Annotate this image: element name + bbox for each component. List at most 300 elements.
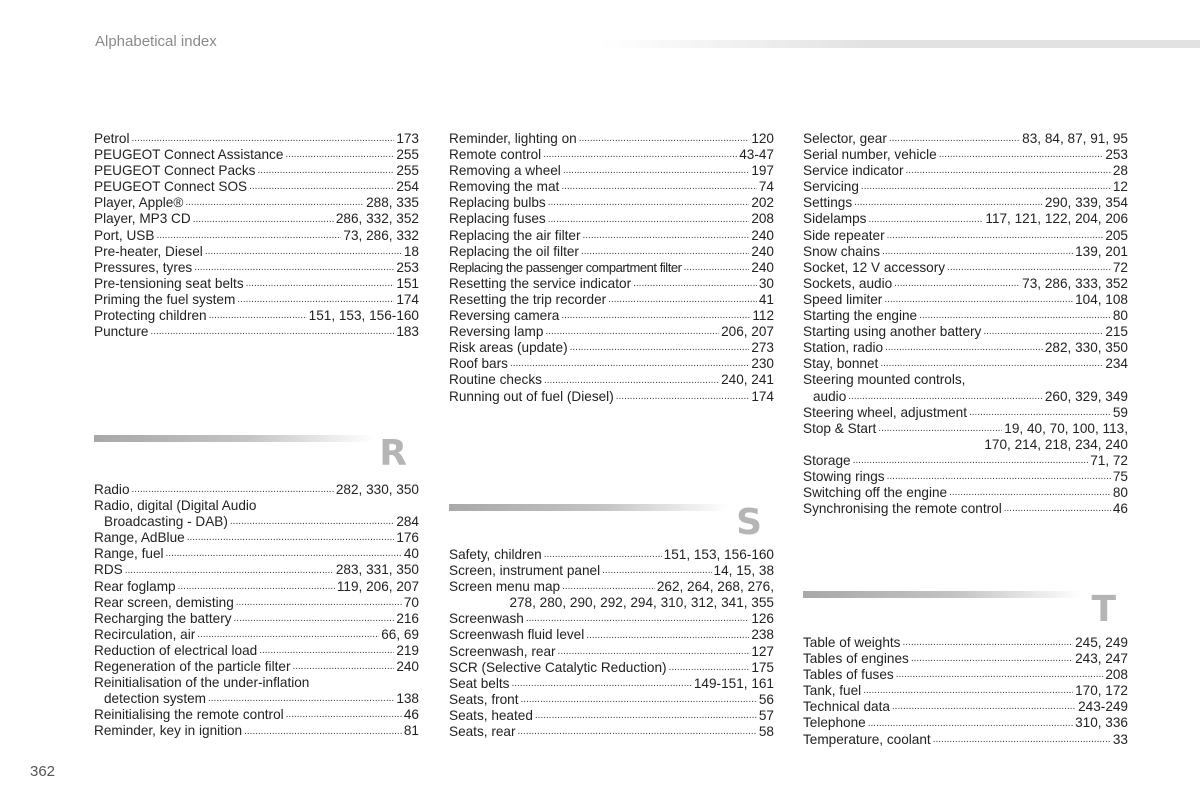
index-entry-pages: 46 <box>403 707 419 723</box>
index-entry <box>803 715 1128 731</box>
dot-leader <box>510 359 749 372</box>
index-entry-term: Removing a wheel <box>449 163 561 179</box>
dot-leader <box>906 166 1111 179</box>
index-entry-pages: 240 <box>396 659 419 675</box>
index-entry <box>94 675 419 691</box>
index-entry-term: Range, AdBlue <box>94 530 185 546</box>
index-entry-term: Seats, front <box>449 691 519 707</box>
index-entry <box>94 498 419 514</box>
index-group-r <box>94 482 419 740</box>
index-entry-term: Station, radio <box>803 340 884 356</box>
index-entry-pages: 290, 339, 354 <box>1044 195 1128 211</box>
index-entry-term: RDS <box>94 562 123 578</box>
dot-leader <box>166 549 402 562</box>
index-entry-pages: 33 <box>1112 731 1128 747</box>
index-entry-term: Reminder, lighting on <box>449 131 577 146</box>
index-entry <box>94 562 419 578</box>
index-entry <box>94 707 419 723</box>
index-entry-term: Reversing lamp <box>449 324 544 340</box>
index-entry <box>94 643 419 659</box>
index-entry-term: Resetting the trip recorder <box>449 291 607 307</box>
index-entry-term: Reinitialising the remote control <box>94 707 284 723</box>
index-entry-term: Temperature, coolant <box>803 731 931 747</box>
index-entry-pages: 262, 264, 268, 276, <box>656 579 774 595</box>
dot-leader <box>911 654 1073 667</box>
index-entry-term: 170, 214, 218, 234, 240 <box>984 436 1128 452</box>
index-entry-term: Roof bars <box>449 356 508 372</box>
index-entry <box>449 195 774 211</box>
index-entry-term: Starting the engine <box>803 308 918 324</box>
index-entry <box>803 635 1128 651</box>
index-entry-pages: 12 <box>1112 179 1128 195</box>
dot-leader <box>237 295 394 308</box>
index-entry-term: Starting using another battery <box>803 324 982 340</box>
index-entry <box>803 147 1128 163</box>
index-entry-term: Socket, 12 V accessory <box>803 259 946 275</box>
section-letter-r: R <box>379 433 407 474</box>
dot-leader <box>208 694 394 707</box>
index-entry-pages: 46 <box>1112 501 1128 517</box>
index-entry <box>803 276 1128 292</box>
index-entry-term: Sidelamps <box>803 211 867 227</box>
dot-leader <box>178 582 335 595</box>
index-entry <box>94 579 419 595</box>
index-entry-pages: 240 <box>751 243 774 259</box>
index-entry-term: Remote control <box>449 147 542 163</box>
index-entry-pages: 245, 249 <box>1075 635 1128 650</box>
dot-leader <box>882 247 1073 260</box>
index-entry-term: Steering mounted controls, <box>803 372 966 388</box>
index-entry <box>803 356 1128 372</box>
dot-leader <box>246 279 395 292</box>
index-entry <box>449 131 774 147</box>
section-divider-bar <box>94 435 374 442</box>
dot-leader <box>887 231 1104 244</box>
index-entry-term: Servicing <box>803 179 859 195</box>
dot-leader <box>511 679 691 692</box>
dot-leader <box>286 710 402 723</box>
index-entry <box>803 683 1128 699</box>
index-entry-pages: 253 <box>396 259 419 275</box>
index-entry <box>449 308 774 324</box>
index-entry-pages: 149-151, 161 <box>693 675 774 691</box>
index-entry-term: PEUGEOT Connect Packs <box>94 163 256 179</box>
index-entry-pages: 260, 329, 349 <box>1044 388 1128 404</box>
dot-leader <box>949 488 1111 501</box>
dot-leader <box>292 662 394 675</box>
index-entry <box>449 228 774 244</box>
index-entry-term: Telephone <box>803 715 866 731</box>
index-entry <box>449 563 774 579</box>
index-entry-pages: 80 <box>1112 308 1128 324</box>
dot-leader <box>197 630 379 643</box>
section-letter-s: S <box>736 502 762 543</box>
index-entry <box>449 660 774 676</box>
index-entry-pages: 81 <box>403 723 419 739</box>
index-entry-pages: 43-47 <box>739 147 774 163</box>
index-entry <box>94 482 419 498</box>
index-entry-term: Puncture <box>94 324 149 340</box>
index-entry-pages: 104, 108 <box>1075 291 1128 307</box>
dot-leader <box>185 198 364 211</box>
index-entry-pages: 170, 172 <box>1075 683 1128 699</box>
index-entry <box>94 611 419 627</box>
dot-leader <box>684 263 750 276</box>
index-entry <box>449 163 774 179</box>
index-entry <box>94 546 419 562</box>
index-group-r-continued <box>449 131 774 405</box>
index-entry <box>803 405 1128 421</box>
index-entry-term: Seats, heated <box>449 707 533 723</box>
index-entry-term: Risk areas (update) <box>449 340 568 356</box>
index-entry-term: Screenwash <box>449 611 524 627</box>
index-entry <box>94 723 419 739</box>
index-entry-term: Running out of fuel (Diesel) <box>449 388 614 404</box>
dot-leader <box>894 279 1020 292</box>
index-entry-pages: 174 <box>396 291 419 307</box>
index-entry-pages: 126 <box>751 611 774 627</box>
index-entry-term: Removing the mat <box>449 179 560 195</box>
index-entry-pages: 234 <box>1105 356 1128 372</box>
index-entry <box>94 276 419 292</box>
index-entry <box>449 724 774 740</box>
dot-leader <box>608 295 757 308</box>
index-entry-term: Selector, gear <box>803 131 887 146</box>
index-entry-term: Tank, fuel <box>803 683 862 699</box>
dot-leader <box>209 311 307 324</box>
index-entry <box>449 627 774 643</box>
dot-leader <box>545 327 719 340</box>
index-entry-term: SCR (Selective Catalytic Reduction) <box>449 659 667 675</box>
dot-leader <box>878 424 1002 437</box>
index-entry <box>449 579 774 595</box>
dot-leader <box>187 533 395 546</box>
index-entry-pages: 284 <box>396 514 419 530</box>
index-entry <box>803 211 1128 227</box>
index-entry-pages: 282, 330, 350 <box>1044 340 1128 356</box>
dot-leader <box>535 711 757 724</box>
index-entry <box>449 260 774 276</box>
index-entry-term: Rear screen, demisting <box>94 594 234 610</box>
index-entry <box>803 292 1128 308</box>
index-entry <box>449 340 774 356</box>
index-entry-term: Recharging the battery <box>94 610 232 626</box>
index-entry-pages: 240 <box>751 259 774 275</box>
index-entry-term: Stowing rings <box>803 468 885 484</box>
dot-leader <box>669 663 750 676</box>
page-header-title: Alphabetical index <box>95 33 217 50</box>
dot-leader <box>548 215 750 228</box>
index-entry <box>803 244 1128 260</box>
index-entry <box>94 292 419 308</box>
index-entry-term: 278, 280, 290, 292, 294, 310, 312, 341, 355 <box>509 595 774 611</box>
index-entry-term: Switching off the engine <box>803 485 948 501</box>
index-entry-term: Screenwash, rear <box>449 643 556 659</box>
index-entry <box>803 699 1128 715</box>
dot-leader <box>561 311 750 324</box>
index-entry-pages: 56 <box>758 691 774 707</box>
dot-leader <box>896 670 1104 683</box>
index-entry <box>803 131 1128 147</box>
dot-leader <box>885 343 1043 356</box>
index-entry-pages: 255 <box>396 163 419 179</box>
index-entry-pages: 41 <box>758 291 774 307</box>
index-entry-term: Synchronising the remote control <box>803 501 1002 517</box>
index-entry <box>449 676 774 692</box>
index-entry-term: Side repeater <box>803 227 885 243</box>
index-entry <box>803 324 1128 340</box>
index-entry-term: Player, MP3 CD <box>94 211 191 227</box>
index-entry-term: Seats, rear <box>449 724 516 740</box>
dot-leader <box>602 566 711 579</box>
dot-leader <box>868 215 983 228</box>
index-entry-term: Pre-heater, Diesel <box>94 243 203 259</box>
index-entry-term: Replacing bulbs <box>449 195 546 211</box>
index-entry <box>94 131 419 147</box>
index-entry-term: Replacing the passenger compartment filter <box>449 259 682 275</box>
index-entry <box>449 276 774 292</box>
index-entry <box>803 501 1128 517</box>
index-entry-term: Recirculation, air <box>94 626 196 642</box>
index-entry <box>449 389 774 405</box>
index-entry-term: Tables of engines <box>803 651 909 667</box>
index-entry <box>803 453 1128 469</box>
index-entry-pages: 240, 241 <box>721 372 774 388</box>
dot-leader <box>887 472 1111 485</box>
index-entry <box>94 530 419 546</box>
index-entry-pages: 174 <box>751 388 774 404</box>
index-entry-term: Regeneration of the particle filter <box>94 659 291 675</box>
dot-leader <box>586 631 749 644</box>
index-entry-pages: 120 <box>751 131 774 146</box>
index-entry <box>449 372 774 388</box>
index-entry-pages: 215 <box>1105 324 1128 340</box>
dot-leader <box>526 614 750 627</box>
dot-leader <box>558 647 750 660</box>
dot-leader <box>861 182 1111 195</box>
dot-leader <box>544 376 719 389</box>
index-entry <box>94 163 419 179</box>
index-group-s <box>449 547 774 740</box>
index-entry-term: Table of weights <box>803 635 901 650</box>
index-entry-term: detection system <box>104 691 206 707</box>
index-entry-pages: 197 <box>751 163 774 179</box>
dot-leader <box>880 359 1103 372</box>
index-entry-pages: 127 <box>751 643 774 659</box>
dot-leader <box>863 686 1073 699</box>
index-entry-pages: 255 <box>396 147 419 163</box>
index-entry <box>803 195 1128 211</box>
dot-leader <box>570 343 750 356</box>
index-entry <box>94 179 419 195</box>
index-entry <box>449 244 774 260</box>
section-letter-t: T <box>1091 589 1116 630</box>
dot-leader <box>1004 504 1111 517</box>
dot-leader <box>933 735 1111 748</box>
index-entry-pages: 230 <box>751 356 774 372</box>
dot-leader <box>156 231 341 244</box>
dot-leader <box>854 198 1043 211</box>
index-entry-term: Pressures, tyres <box>94 259 193 275</box>
index-entry <box>94 228 419 244</box>
index-entry-term: Stop & Start <box>803 420 877 436</box>
index-entry <box>449 595 774 611</box>
index-entry-term: Replacing the oil filter <box>449 243 579 259</box>
dot-leader <box>868 719 1073 732</box>
index-entry-pages: 72 <box>1112 259 1128 275</box>
index-entry-term: Serial number, vehicle <box>803 147 937 163</box>
index-entry-term: Range, fuel <box>94 546 164 562</box>
index-entry <box>94 691 419 707</box>
index-entry-term: Speed limiter <box>803 291 883 307</box>
index-entry <box>94 514 419 530</box>
dot-leader <box>548 198 750 211</box>
index-entry <box>94 308 419 324</box>
index-entry-term: Replacing the air filter <box>449 227 581 243</box>
index-entry-term: Radio, digital (Digital Audio <box>94 498 257 514</box>
index-entry-pages: 73, 286, 332 <box>343 227 419 243</box>
index-entry <box>449 692 774 708</box>
index-entry <box>803 485 1128 501</box>
dot-leader <box>581 247 749 260</box>
index-entry-term: Rear foglamp <box>94 578 176 594</box>
dot-leader <box>563 166 749 179</box>
dot-leader <box>969 408 1111 421</box>
index-entry-term: Protecting children <box>94 308 207 324</box>
index-entry <box>449 644 774 660</box>
index-entry-term: Screen menu map <box>449 579 561 595</box>
index-entry-term: Snow chains <box>803 243 881 259</box>
index-entry <box>94 595 419 611</box>
index-entry <box>803 469 1128 485</box>
index-entry-pages: 205 <box>1105 227 1128 243</box>
index-entry-pages: 243-249 <box>1078 699 1128 715</box>
index-entry-pages: 238 <box>751 627 774 643</box>
index-entry-pages: 119, 206, 207 <box>336 578 419 594</box>
index-entry-term: Petrol <box>94 131 130 146</box>
index-entry <box>449 292 774 308</box>
index-entry-pages: 19, 40, 70, 100, 113, <box>1004 420 1128 436</box>
section-divider-bar <box>803 591 1083 598</box>
index-entry-pages: 58 <box>758 724 774 740</box>
header-decorative-bar <box>600 40 1200 48</box>
index-entry <box>803 437 1128 453</box>
index-entry-term: Reminder, key in ignition <box>94 723 243 739</box>
index-entry-term: Sockets, audio <box>803 275 893 291</box>
dot-leader <box>561 182 757 195</box>
index-entry <box>94 324 419 340</box>
index-entry-term: audio <box>813 388 847 404</box>
index-entry-pages: 30 <box>758 275 774 291</box>
index-entry <box>803 308 1128 324</box>
index-entry-term: PEUGEOT Connect SOS <box>94 179 248 195</box>
dot-leader <box>236 598 402 611</box>
index-entry <box>449 356 774 372</box>
dot-leader <box>889 134 1020 147</box>
index-entry-term: Replacing fuses <box>449 211 546 227</box>
index-entry <box>803 260 1128 276</box>
dot-leader <box>939 150 1104 163</box>
dot-leader <box>919 311 1111 324</box>
dot-leader <box>205 247 402 260</box>
index-entry-term: Steering wheel, adjustment <box>803 404 967 420</box>
index-entry-pages: 112 <box>752 308 774 324</box>
index-entry <box>449 611 774 627</box>
dot-leader <box>633 279 757 292</box>
index-entry-term: Screen, instrument panel <box>449 563 601 579</box>
index-entry-pages: 57 <box>758 707 774 723</box>
dot-leader <box>848 392 1043 405</box>
index-group-s-continued <box>803 131 1128 517</box>
index-entry <box>803 340 1128 356</box>
index-entry-pages: 282, 330, 350 <box>335 482 419 497</box>
index-entry-pages: 117, 121, 122, 204, 206 <box>985 211 1128 227</box>
index-entry <box>449 547 774 563</box>
index-entry-term: Player, Apple® <box>94 195 184 211</box>
index-entry <box>449 179 774 195</box>
dot-leader <box>983 327 1103 340</box>
dot-leader <box>193 215 334 228</box>
index-entry-pages: 28 <box>1112 163 1128 179</box>
index-entry <box>94 627 419 643</box>
index-entry <box>803 228 1128 244</box>
index-entry-pages: 283, 331, 350 <box>335 562 419 578</box>
index-entry-term: Technical data <box>803 699 890 715</box>
index-entry-term: Radio <box>94 482 130 497</box>
index-entry-term: Port, USB <box>94 227 155 243</box>
index-entry <box>449 211 774 227</box>
index-entry <box>449 708 774 724</box>
section-divider-t <box>803 591 1128 641</box>
index-entry-term: Seat belts <box>449 675 510 691</box>
index-entry-pages: 14, 15, 38 <box>713 563 774 579</box>
dot-leader <box>259 646 394 659</box>
index-entry-pages: 310, 336 <box>1075 715 1128 731</box>
dot-leader <box>853 456 1089 469</box>
index-entry <box>94 211 419 227</box>
index-entry <box>803 421 1128 437</box>
dot-leader <box>125 566 334 579</box>
index-entry-pages: 273 <box>751 340 774 356</box>
dot-leader <box>132 134 395 147</box>
index-entry-pages: 71, 72 <box>1090 452 1128 468</box>
index-entry-pages: 286, 332, 352 <box>335 211 419 227</box>
dot-leader <box>543 150 737 163</box>
index-entry <box>449 324 774 340</box>
section-divider-r <box>94 435 419 485</box>
index-entry <box>94 659 419 675</box>
index-entry-pages: 176 <box>396 530 419 546</box>
index-entry-pages: 288, 335 <box>366 195 419 211</box>
index-entry-pages: 74 <box>758 179 774 195</box>
index-entry-pages: 139, 201 <box>1075 243 1128 259</box>
dot-leader <box>562 582 655 595</box>
dot-leader <box>902 638 1073 651</box>
index-entry-term: Broadcasting - DAB) <box>104 514 228 530</box>
index-entry-pages: 70 <box>403 594 419 610</box>
index-entry <box>803 179 1128 195</box>
dot-leader <box>194 263 394 276</box>
index-entry-pages: 80 <box>1112 485 1128 501</box>
index-entry-pages: 206, 207 <box>721 324 774 340</box>
index-entry-pages: 151 <box>396 275 419 291</box>
index-entry-term: Pre-tensioning seat belts <box>94 275 244 291</box>
dot-leader <box>616 392 750 405</box>
dot-leader <box>230 517 394 530</box>
index-entry-pages: 83, 84, 87, 91, 95 <box>1022 131 1128 146</box>
index-entry-pages: 243, 247 <box>1075 651 1128 667</box>
index-entry-pages: 253 <box>1105 147 1128 163</box>
